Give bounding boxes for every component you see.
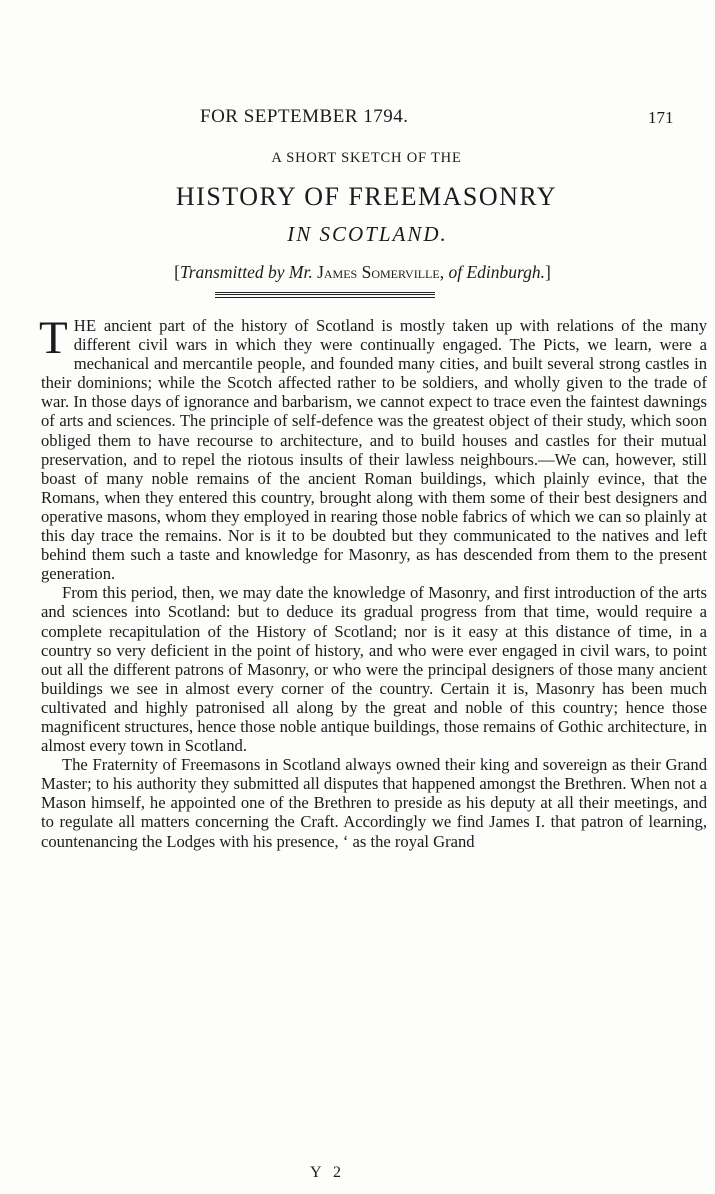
article-subtitle: IN SCOTLAND. — [287, 222, 448, 246]
running-head — [0, 106, 715, 136]
signature-mark: Y 2 — [310, 1164, 345, 1181]
paragraph-1-text: ancient part of the history of Scotland is mostly taken up with relations of the many different civil wars in which they were continually engaged. The Picts, we learn, were a mechanical and mercantile people, and founded many cities, and built several strong castles in their dominions; while the Scotch affected rather to be soldiers, and wholly given to the trade of war. In those days of ignorance and barbarism, we cannot expect to trace even the faintest dawnings of arts and sciences. The principle of self-defence was the greatest object of their study, which soon obliged them to have recourse to architecture, and to build houses and castles for their mutual preservation, and to repel the riotous insults of their lawless neighbours.—We can, however, still boast of many noble remains of the ancient Roman buildings, which plainly evince, that the Romans, when they entered this country, brought along with them some of their best designers and operative masons, whom they employed in rearing those noble fabrics of which we can so plainly at this day trace the remains. Nor is it to be doubted but they communicated to the natives and left behind them such a taste and knowledge for Masonry, as has descended from them to the present generation. — [41, 316, 707, 584]
paragraph-1 — [39, 312, 707, 584]
byline-prefix: Transmitted by Mr. — [179, 262, 313, 282]
byline-close-bracket: ] — [545, 262, 551, 282]
running-title: FOR SEPTEMBER 1794. — [200, 106, 409, 127]
paragraph-3: The Fraternity of Freemasons in Scotland always owned their king and sovereign as their Grand Master; to his authority they submitted all disputes that happened amongst the Brethren. When not a Mason himself, he appointed one of the Brethren to preside as his deputy at all their meetings, and to regulate all matters concerning the Craft. Accordingly we find James I. that patron of learning, countenancing the Lodges with his presence, ‘ as the royal Grand — [41, 755, 707, 851]
title-rule — [215, 292, 435, 298]
byline-place: of Edinburgh. — [448, 262, 546, 282]
first-word-rest: HE — [73, 316, 97, 335]
page-number: 171 — [648, 108, 674, 127]
byline-open-bracket: [ — [174, 262, 180, 282]
article-title: HISTORY OF FREEMASONRY — [175, 182, 558, 211]
paragraph-2: From this period, then, we may date the knowledge of Masonry, and first introduction of the arts and sciences into Scotland: but to deduce its gradual progress from that time, would require a complete recapitulation of the History of Scotland; nor is it easy at this distance of time, in a country so very deficient in the point of history, and who were ever engaged in civil wars, to point out all the different patrons of Masonry, or who were the principal designers of those many ancient buildings we see in almost every corner of the country. Certain it is, Masonry has been much cultivated and highly patronised all along by the great and noble of this country; hence those magnificent structures, hence those noble antique buildings, those remains of Gothic architecture, in almost every town in Scotland. — [41, 583, 707, 756]
article-body — [39, 312, 707, 851]
drop-cap: T — [39, 312, 68, 364]
byline — [0, 262, 715, 283]
article-kicker: A SHORT SKETCH OF THE — [271, 150, 462, 166]
byline-author: James Somerville, — [317, 262, 445, 282]
